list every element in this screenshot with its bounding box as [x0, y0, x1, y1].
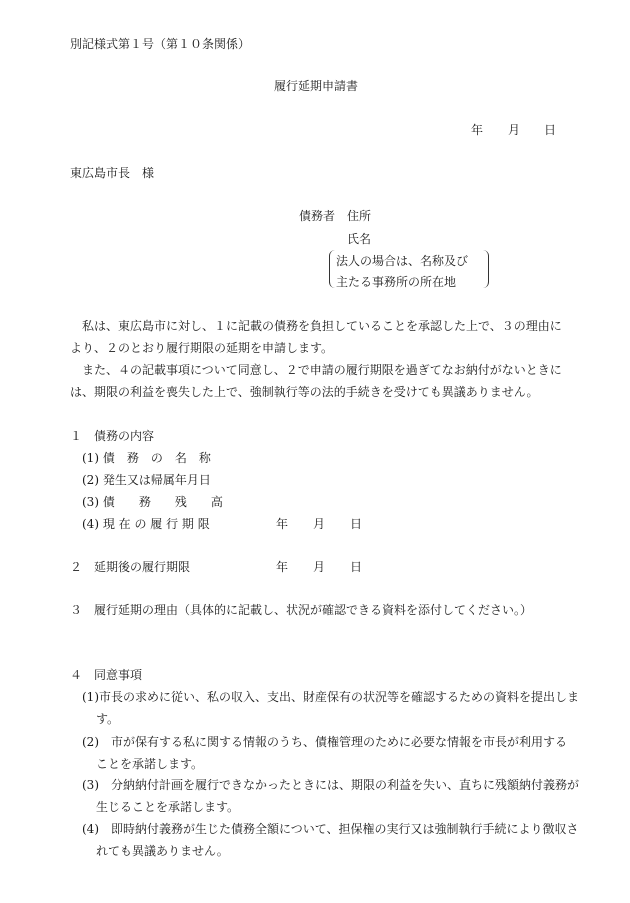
- extended-day-label: 日: [350, 560, 363, 574]
- date-year-label: 年: [471, 123, 484, 137]
- consent-item-3-line2: 生じることを承諾します。: [96, 800, 240, 814]
- corp-note-line1: 法人の場合は、名称及び: [336, 254, 469, 268]
- consent-item-4-line1: (4) 即時納付義務が生じた債務全額について、担保権の実行又は強制執行手続により徴収さ: [82, 822, 579, 836]
- date-month-label: 月: [508, 123, 521, 137]
- body-p2-line2: は、期限の利益を喪失した上で、強制執行等の法的手続きを受けても異議ありません。: [70, 385, 539, 399]
- corp-note-line2: 主たる事務所の所在地: [336, 275, 457, 289]
- section1-item-deadline: (4) 現 在 の 履 行 期 限: [82, 517, 210, 531]
- deadline-day-label: 日: [350, 517, 363, 531]
- section3-heading: ３ 履行延期の理由（具体的に記載し、状況が確認できる資料を添付してください。）: [70, 603, 533, 617]
- section2-heading: ２ 延期後の履行期限: [70, 560, 191, 574]
- deadline-year-label: 年: [276, 517, 289, 531]
- consent-item-3-line1: (3) 分納納付計画を履行できなかったときには、期限の利益を失い、直ちに残額納付義務が: [82, 778, 580, 792]
- debtor-label: 債務者: [299, 209, 336, 223]
- body-p2-line1: また、４の記載事項について同意し、２で申請の履行期限を過ぎてなお納付がないときに: [70, 363, 562, 377]
- consent-item-2-line2: ことを承諾します。: [96, 757, 204, 771]
- section1-item-name: (1) 債 務 の 名 称: [82, 451, 211, 465]
- debtor-address-label: 住所: [347, 209, 372, 223]
- extended-year-label: 年: [276, 560, 289, 574]
- section1-item-date: (2) 発生又は帰属年月日: [82, 473, 211, 487]
- section1-heading: １ 債務の内容: [70, 429, 155, 443]
- consent-item-1-line1: (1)市長の求めに従い、私の収入、支出、財産保有の状況等を確認するための資料を提出しま: [82, 690, 580, 704]
- body-p1-line2: より、２のとおり履行期限の延期を申請します。: [70, 341, 334, 355]
- section4-heading: ４ 同意事項: [70, 668, 143, 682]
- extended-month-label: 月: [313, 560, 326, 574]
- page-title: 履行延期申請書: [274, 79, 359, 93]
- addressee: 東広島市長 様: [70, 166, 155, 180]
- date-day-label: 日: [544, 123, 557, 137]
- consent-item-4-line2: れても異議ありません。: [96, 844, 229, 858]
- form-label: 別記様式第１号（第１０条関係）: [70, 37, 251, 51]
- body-p1-line1: 私は、東広島市に対し、１に記載の債務を負担していることを承認した上で、３の理由に: [70, 319, 562, 333]
- section1-item-balance: (3) 債 務 残 高: [82, 495, 223, 509]
- debtor-name-label: 氏名: [347, 232, 372, 246]
- deadline-month-label: 月: [313, 517, 326, 531]
- consent-item-1-line2: す。: [96, 712, 120, 726]
- consent-item-2-line1: (2) 市が保有する私に関する情報のうち、債権管理のために必要な情報を市長が利用する: [82, 735, 568, 749]
